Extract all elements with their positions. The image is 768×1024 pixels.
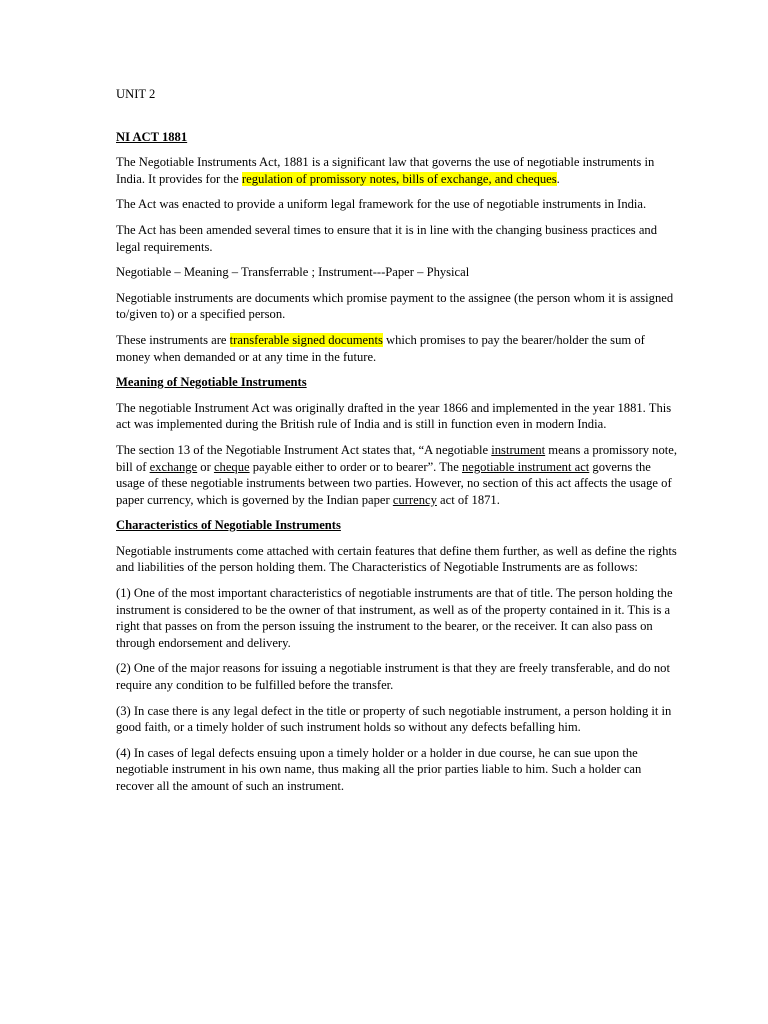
list-item: (1) One of the most important characteristics of negotiable instruments are that of title. The person holding the instrument is considered to be the owner of that instrument, as well as of the property contained in it. This is a right that passes on from the person issuing the instrument to the bearer, or the receiver. It can also pass on through endorsement and delivery. (116, 586, 673, 650)
section-text-c: or (197, 459, 214, 474)
paragraph-transferable (116, 332, 678, 365)
list-item: (4) In cases of legal defects ensuing upon a timely holder or a holder in due course, he can sue upon the negotiable instrument in his own name, thus making all the prior parties liable to him. Such a holder can recover all the amount of such an instrument. (116, 745, 642, 793)
transferable-text: These instruments are (116, 332, 230, 347)
intro-end: . (556, 171, 560, 186)
section-text-e: governs the usage of these negotiable instruments between two parties. However, no section of this act affects the usage of paper currency, which is governed by the Indian paper (116, 459, 672, 507)
heading-meaning: Meaning of Negotiable Instruments (116, 375, 307, 390)
section-text-a: The section 13 of the Negotiable Instrument Act states that, “A negotiable (116, 442, 492, 457)
link-exchange[interactable]: exchange (149, 459, 198, 474)
link-negotiable-instrument-act[interactable]: negotiable instrument act (461, 459, 590, 474)
highlight-transferable: transferable signed documents (229, 332, 383, 347)
paragraph-intro (116, 154, 678, 187)
document-title: NI ACT 1881 (116, 129, 188, 144)
section-text-f: act of 1871. (436, 492, 500, 507)
paragraph-meaning-line: Negotiable – Meaning – Transferrable ; Instrument---Paper – Physical (116, 265, 470, 280)
link-cheque[interactable]: cheque (213, 459, 250, 474)
section-text-d: payable either to order or to bearer”. The (249, 459, 462, 474)
intro-text: The Negotiable Instruments Act, 1881 is a significant law that governs the use of negotiable instruments in India. It provides for the (116, 155, 655, 186)
section-text-b: means a promissory note, bill of (116, 442, 677, 474)
list-item: (3) In case there is any legal defect in the title or property of such negotiable instrument, a person holding it in good faith, or a timely holder of such instrument holds so without any defects befalling him. (116, 703, 672, 735)
heading-characteristics: Characteristics of Negotiable Instruments (116, 518, 341, 533)
transferable-end: which promises to pay the bearer/holder the sum of money when demanded or at any time in the future. (116, 332, 645, 364)
list-item: (2) One of the major reasons for issuing a negotiable instrument is that they are freely transferable, and do not require any condition to be fulfilled before the transfer. (116, 661, 670, 693)
unit-label: UNIT 2 (116, 87, 156, 101)
paragraph-enacted: The Act was enacted to provide a uniform legal framework for the use of negotiable instruments in India. (116, 197, 647, 212)
paragraph-features: Negotiable instruments come attached with certain features that define them further, as well as define the rights and liabilities of the person holding them. The Characteristics of Negotiable Instruments are as follows: (116, 543, 677, 575)
link-currency[interactable]: currency (392, 492, 437, 507)
link-instrument[interactable]: instrument (491, 442, 546, 457)
paragraph-definition: Negotiable instruments are documents which promise payment to the assignee (the person whom it is assigned to/given to) or a specified person. (116, 290, 674, 322)
paragraph-section-13 (116, 442, 678, 508)
paragraph-history: The negotiable Instrument Act was originally drafted in the year 1866 and implemented in the year 1881. This act was implemented during the British rule of India and is still in function even in modern India. (116, 400, 672, 432)
highlight-regulation: regulation of promissory notes, bills of exchange, and cheques (241, 171, 557, 186)
paragraph-amended: The Act has been amended several times to ensure that it is in line with the changing business practices and legal requirements. (116, 222, 658, 254)
